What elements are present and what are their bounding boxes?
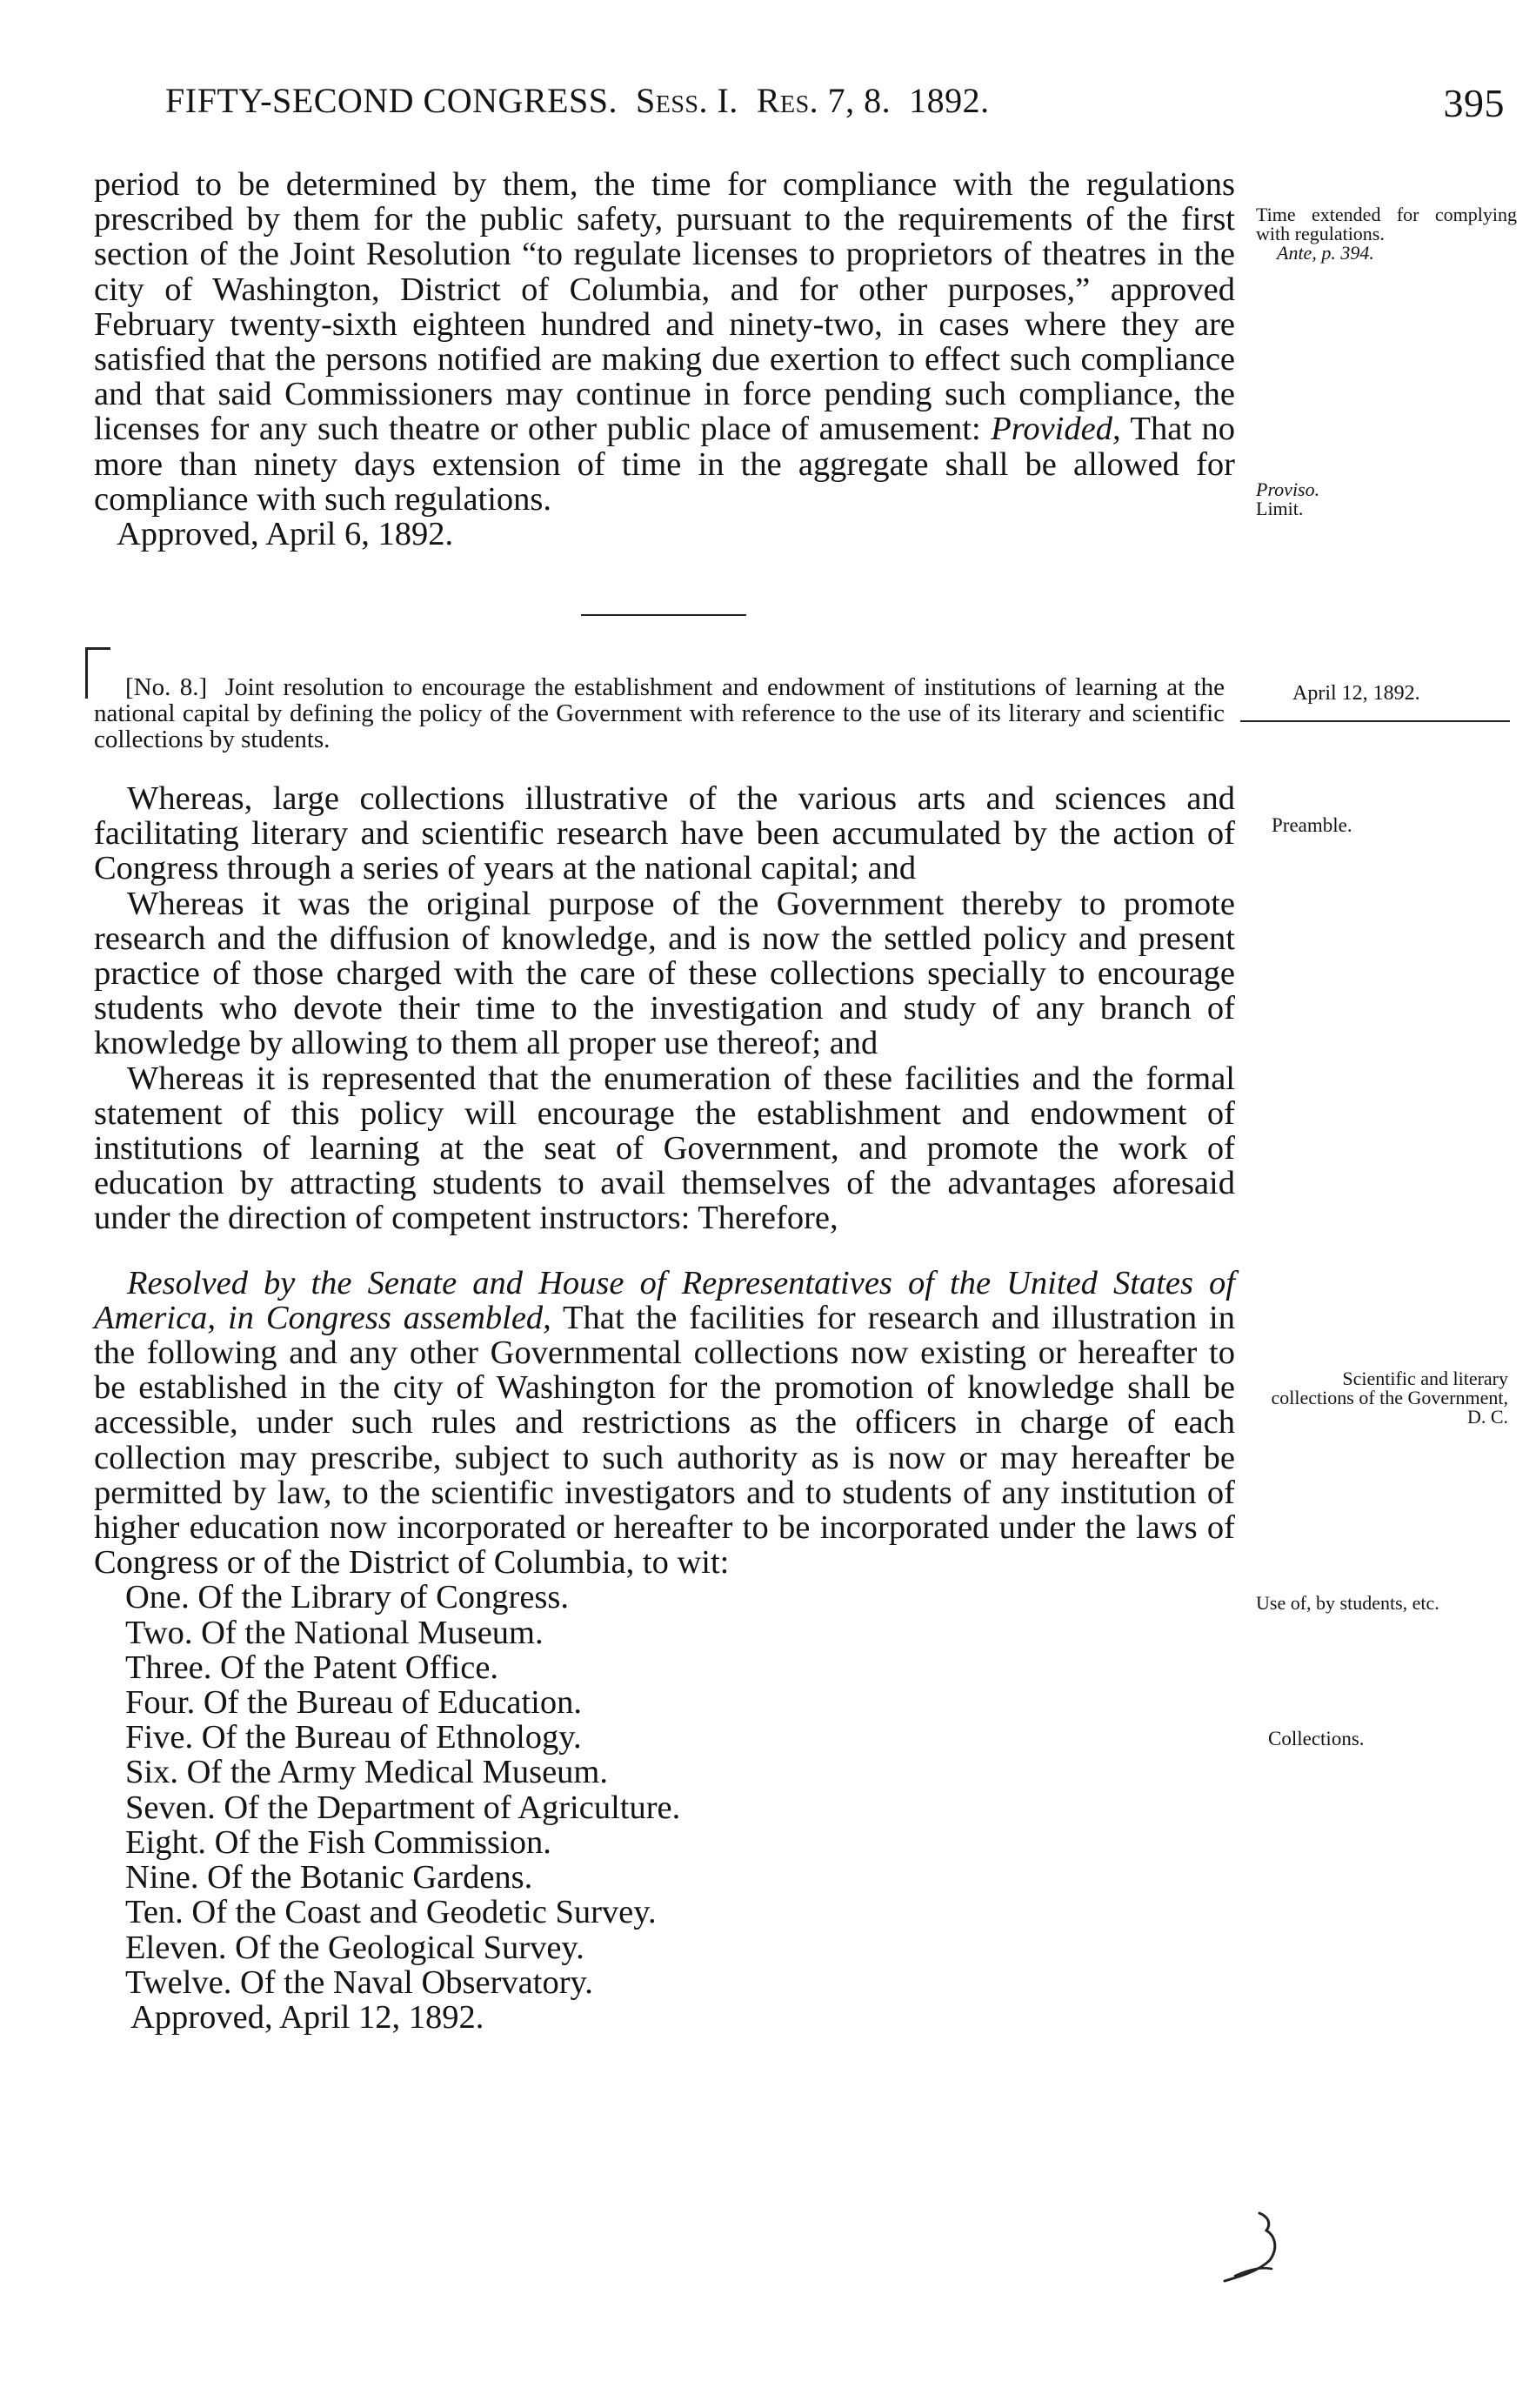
collection-item: Ten. Of the Coast and Geodetic Survey. [125,1894,657,1931]
res8-body [94,781,1235,2035]
collection-item: Four. Of the Bureau of Education. [125,1684,582,1722]
collection-item: Five. Of the Bureau of Ethnology. [125,1719,582,1756]
header-year: 1892. [909,81,990,120]
margin-rule [1240,720,1510,722]
running-header [165,80,1505,132]
margin-note-proviso [1256,480,1517,518]
resolved-text: That the facilities for research and illustration in the following and any other Governmental collections now existing or hereafter to be established in the city of Washington for the promotion of knowledge shall be accessible, under such rules and restrictions as the officers in charge of each collection may prescribe, subject to such authority as is now or may hereafter be permitted by law, to the scientific investigators and to students of any institution of higher education now incorporated or hereafter to be incorporated under the laws of Congress or of the District of Columbia, to wit: [94,1299,1235,1582]
res7-approved: Approved, April 6, 1892. [117,516,454,553]
margin-note-time-extended [1256,205,1517,263]
res8-caption [94,674,1225,752]
header-congress: FIFTY-SECOND CONGRESS. [165,81,618,120]
proviso-text: That no more than ninety days extension of time in the aggregate shall be allowed for compliance with such regulations. [94,411,1236,518]
collection-item: Eight. Of the Fish Commission. [125,1823,551,1861]
spacer [94,1236,1235,1266]
margin-time-text: Time extended for complying with regulations. [1256,204,1517,244]
res7-main-text: period to be determined by them, the time for compliance with the regulations prescribed by them for the public safety, pursuant to the requirements of the first section of the Joint Resolution “to regulate licenses to proprietors of theatres in the city of Washington, District of Columbia, and for other purposes,” approved February twenty-sixth eighteen hundred and ninety-two, in cases where they are satisfied that the persons notified are making due exertion to effect such compliance and that said Commissioners may continue in force pending such compliance, the licenses for any such theatre or other public place of amusement: [94,166,1235,448]
res8-title: Joint resolution to encourage the establishment and endowment of institutions of learning at the national capital by defining the policy of the Government with reference to the use of its literary and scientific collections by students. [94,673,1225,753]
res8-number: [No. 8.] [125,673,208,701]
margin-scientific-collections: Scientific and literary collections of the Government, D. C. [1271,1368,1508,1428]
margin-preamble: Preamble. [1272,814,1352,836]
header-session: Sess. I. [635,81,738,120]
margin-use-by-students: Use of, by students, etc. [1256,1592,1439,1614]
collection-item: Three. Of the Patent Office. [125,1649,499,1686]
collection-item: Six. Of the Army Medical Museum. [125,1754,608,1791]
collection-item: Eleven. Of the Geological Survey. [125,1929,584,1966]
statute-body [94,167,1235,552]
whereas-3: Whereas it is represented that the enumeration of these facilities and the formal statement of this policy will encourage the establishment and endowment of institutions of learning at the seat of Government, and promote the work of education by attracting students to avail themselves of the advantages aforesaid under the direction of competent instructors: Therefore, [94,1060,1235,1237]
collections-list [125,1580,1235,1999]
whereas-2: Whereas it was the original purpose of the Government thereby to promote research and the diffusion of knowledge, and is now the settled policy and present practice of those charged with the care of these collections specially to encourage students who devote their time to the investigation and study of any branch of knowledge by allowing to them all proper use thereof; and [94,885,1235,1062]
collection-item: Nine. Of the Botanic Gardens. [125,1859,533,1896]
collection-item: Twelve. Of the Naval Observatory. [125,1963,593,2001]
res8-approved: Approved, April 12, 1892. [130,1998,484,2036]
margin-date: April 12, 1892. [1292,682,1420,705]
collection-item: One. Of the Library of Congress. [125,1579,569,1616]
header-resolutions: Res. 7, 8. [756,81,892,120]
pen-mark [1218,2206,1322,2302]
proviso-label: Provided, [991,411,1121,448]
page-number: 395 [1443,81,1505,125]
margin-ante: Ante, p. 394. [1277,242,1374,264]
resolving-clause [94,1266,1235,1581]
margin-collections: Collections. [1268,1728,1365,1749]
section-divider [581,614,746,616]
margin-limit: Limit. [1256,498,1304,519]
whereas-1: Whereas, large collections illustrative of the various arts and sciences and facilitating literary and scientific research have been accumulated by the action of Congress through a series of years at the national capital; and [94,780,1235,887]
collection-item: Two. Of the National Museum. [125,1614,544,1651]
enacting-clause: Resolved by the Senate and House of Representatives of the United States of America, in Congress assembled, [94,1264,1235,1336]
collection-item: Seven. Of the Department of Agriculture. [125,1789,681,1826]
margin-proviso: Proviso. [1256,478,1320,500]
res7-text [94,167,1235,517]
header-citation [165,80,990,121]
